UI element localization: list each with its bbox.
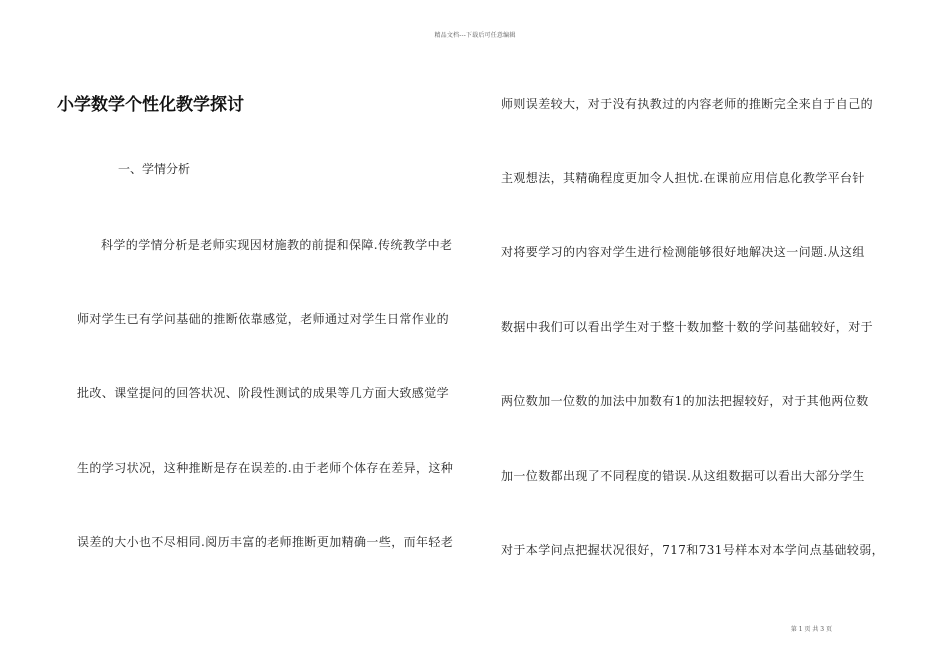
right-text-line: 师则误差较大，对于没有执教过的内容老师的推断完全来自于自己的 — [501, 97, 874, 111]
left-text-line: 师对学生已有学问基础的推断依靠感觉，老师通过对学生日常作业的 — [77, 312, 450, 326]
right-text-line: 对于本学问点把握状况很好，717和731号样本对本学问点基础较弱， — [501, 543, 885, 557]
section-heading: 一、学情分析 — [118, 162, 191, 176]
right-text-line: 数据中我们可以看出学生对于整十数加整十数的学问基础较好，对于 — [501, 320, 874, 334]
page-indicator: 第 1 页 共 3 页 — [790, 626, 832, 633]
right-text-line: 两位数加一位数的加法中加数有1的加法把握较好，对于其他两位数 — [501, 394, 869, 408]
left-text-line: 生的学习状况，这种推断是存在误差的.由于老师个体存在差异，这种 — [77, 461, 454, 475]
left-text-line: 误差的大小也不尽相同.阅历丰富的老师推断更加精确一些，而年轻老 — [77, 535, 454, 549]
left-text-line: 批改、课堂提问的回答状况、阶段性测试的成果等几方面大致感觉学 — [77, 386, 450, 400]
right-text-line: 对将要学习的内容对学生进行检测能够很好地解决这一问题.从这组 — [501, 245, 865, 259]
right-text-line: 加一位数都出现了不同程度的错误.从这组数据可以看出大部分学生 — [501, 469, 865, 483]
left-text-line: 科学的学情分析是老师实现因材施教的前提和保障.传统教学中老 — [101, 238, 453, 252]
document-title: 小学数学个性化教学探讨 — [57, 95, 244, 115]
right-text-line: 主观想法，其精确程度更加令人担忧.在课前应用信息化教学平台针 — [501, 171, 865, 185]
header-note: 精品文档---下载后可任意编辑 — [434, 32, 516, 39]
